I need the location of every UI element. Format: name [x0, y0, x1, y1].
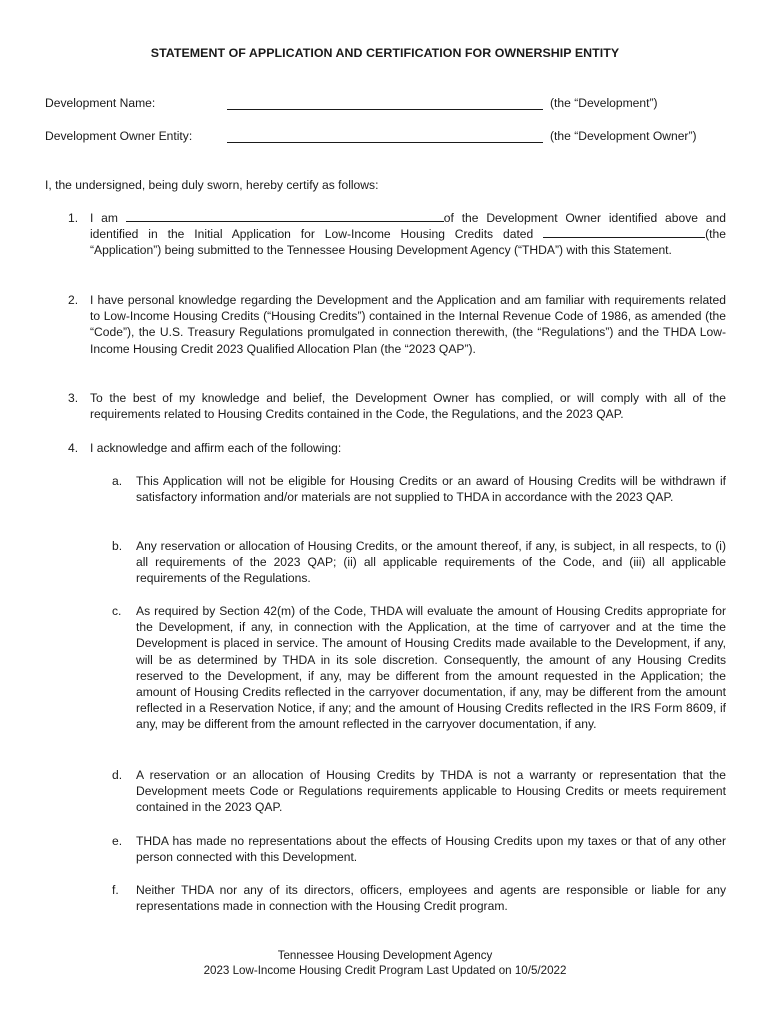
list-item-2	[68, 292, 726, 357]
page-footer	[0, 948, 770, 978]
sub-item-letter: a.	[112, 474, 123, 488]
item-text: I have personal knowledge regarding the Development and the Application and am familiar with requirements related to Low-Income Housing Credits (“Housing Credits”) contained in the Internal Revenue Code of 1986, as amended (the “Code”), the U.S. Treasury Regulations promulgated in connection therewith, (the “Regulations”) and the THDA Low-Income Housing Credit 2023 Qualified Allocation Plan (the “2023 QAP”).	[90, 293, 726, 356]
sub-item-text: Any reservation or allocation of Housing Credits, or the amount thereof, if any, is subject, in all respects, to (i) all requirements of the 2023 QAP; (ii) all applicable requirements of the Code, and (iii) all applicable requirements of the Regulations.	[136, 539, 726, 586]
item-text: I acknowledge and affirm each of the following:	[90, 441, 342, 455]
sub-item-text: This Application will not be eligible for Housing Credits or an award of Housing Credits will be withdrawn if satisfactory information and/or materials are not supplied to THDA in accordance with the 2023 QAP.	[136, 474, 726, 505]
development-owner-row	[45, 129, 745, 147]
sub-item-letter: c.	[112, 604, 122, 618]
sub-item-b	[112, 538, 726, 587]
sub-item-d	[112, 767, 726, 816]
sub-item-text: A reservation or an allocation of Housing Credits by THDA is not a warranty or representation that the Development meets Code or Regulations requirements applicable to Housing Credits or meets requirement contained in the 2023 QAP.	[136, 768, 726, 815]
sub-item-text: As required by Section 42(m) of the Code, THDA will evaluate the amount of Housing Credits appropriate for the Development, if any, in connection with the Application, at the time of carryover and at the time the Development is placed in service. The amount of Housing Credits made available to the Development, if any, will be as determined by THDA in its sole discretion. Consequently, the amount of any Housing Credits reserved to the Development, if any, may be different from the amount requested in the Application; the amount of Housing Credits reflected in the carryover documentation, if any, may be different from the amount reflected in a Reservation Notice, if any; and the amount of Housing Credits reflected in the IRS Form 8609, if any, may be different from the amount reflected in the carryover documentation, if any.	[136, 604, 726, 732]
item-number: 3.	[68, 391, 79, 405]
sub-item-letter: b.	[112, 539, 123, 553]
footer-program: 2023 Low-Income Housing Credit Program Last Updated on 10/5/2022	[203, 964, 567, 977]
development-owner-blank[interactable]	[227, 142, 543, 143]
document-title: STATEMENT OF APPLICATION AND CERTIFICATION FOR OWNERSHIP ENTITY	[150, 46, 620, 60]
item-1-part-3: (the “Application”) being submitted to the Tennessee Housing Development Agency (“THDA”) with this Statement.	[90, 227, 726, 258]
sub-item-a	[112, 473, 726, 505]
item-number: 2.	[68, 293, 79, 307]
item-text	[90, 210, 726, 259]
date-blank[interactable]	[543, 226, 705, 238]
item-number: 1.	[68, 211, 79, 225]
item-1-part-1: I am	[90, 211, 126, 225]
list-item-3	[68, 390, 726, 422]
list-item-1	[68, 210, 726, 259]
sub-item-text: THDA has made no representations about the effects of Housing Credits upon my taxes or that of any other person connected with this Development.	[136, 834, 726, 865]
item-1-part-2: of the Development Owner identified above and identified in the Initial Application for Low-Income Housing Credits dated	[90, 211, 726, 242]
development-name-label: Development Name:	[45, 96, 156, 110]
sub-item-letter: e.	[112, 834, 123, 848]
sub-item-e	[112, 833, 726, 865]
item-text: To the best of my knowledge and belief, the Development Owner has complied, or will comply with all of the requirements related to Housing Credits contained in the Code, the Regulations, and the 2023 QAP.	[90, 391, 726, 422]
development-owner-suffix: (the “Development Owner”)	[550, 129, 697, 143]
intro-statement: I, the undersigned, being duly sworn, hereby certify as follows:	[45, 178, 379, 192]
sub-item-letter: d.	[112, 768, 123, 782]
sub-item-letter: f.	[112, 883, 119, 897]
sub-item-c	[112, 603, 726, 733]
title-blank[interactable]	[126, 210, 444, 222]
development-name-suffix: (the “Development”)	[550, 96, 658, 110]
footer-agency: Tennessee Housing Development Agency	[277, 949, 493, 962]
development-owner-label: Development Owner Entity:	[45, 129, 193, 143]
development-name-row	[45, 96, 745, 114]
item-number: 4.	[68, 441, 79, 455]
sub-item-text: Neither THDA nor any of its directors, officers, employees and agents are responsible or liable for any representations made in connection with the Housing Credit program.	[136, 883, 726, 914]
list-item-4	[68, 440, 726, 456]
development-name-blank[interactable]	[227, 109, 543, 110]
sub-item-f	[112, 882, 726, 914]
